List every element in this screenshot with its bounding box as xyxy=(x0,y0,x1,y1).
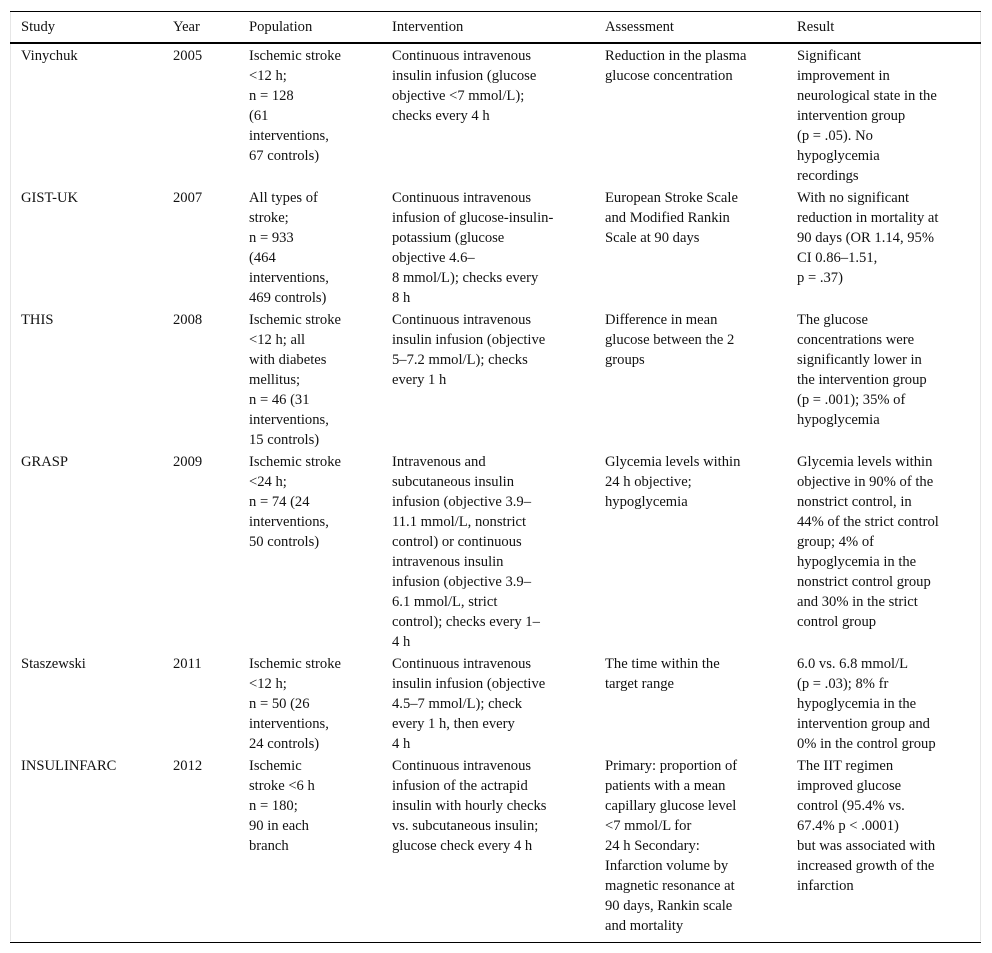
table-row xyxy=(10,308,981,450)
cell-assessment: Difference in mean glucose between the 2 groups xyxy=(605,312,735,368)
cell-result: With no significant reduction in mortality at 90 days (OR 1.14, 95% CI 0.86–1.51, p = .37) xyxy=(797,190,939,286)
cell-population: Ischemic stroke <12 h; n = 50 (26 interventions, 24 controls) xyxy=(249,656,341,752)
header-intervention: Intervention xyxy=(392,19,464,35)
cell-study: GRASP xyxy=(21,454,69,470)
cell-study: Vinychuk xyxy=(21,48,78,64)
cell-intervention: Continuous intravenous infusion of glucose-insulin- potassium (glucose objective 4.6– 8 mmol/L); checks every 8 h xyxy=(392,190,554,306)
cell-result: The glucose concentrations were significantly lower in the intervention group (p = .001); 35% of hypoglycemia xyxy=(797,312,927,428)
cell-year: 2011 xyxy=(173,656,202,672)
cell-year: 2009 xyxy=(173,454,203,470)
cell-intervention: Intravenous and subcutaneous insulin infusion (objective 3.9– 11.1 mmol/L, nonstrict control) or continuous intravenous insulin infusion (objective 3.9– 6.1 mmol/L, strict control); checks every 1– 4 h xyxy=(392,454,540,650)
cell-study: Staszewski xyxy=(21,656,86,672)
studies-table xyxy=(10,11,981,943)
table-row xyxy=(10,754,981,943)
cell-year: 2007 xyxy=(173,190,203,206)
table-row xyxy=(10,652,981,754)
cell-intervention: Continuous intravenous insulin infusion (glucose objective <7 mmol/L); checks every 4 h xyxy=(392,48,537,124)
table-row xyxy=(10,43,981,186)
cell-study: GIST-UK xyxy=(21,190,79,206)
cell-assessment: The time within the target range xyxy=(605,656,720,692)
cell-population: Ischemic stroke <12 h; all with diabetes mellitus; n = 46 (31 interventions, 15 controls) xyxy=(249,312,341,448)
cell-population: Ischemic stroke <24 h; n = 74 (24 interventions, 50 controls) xyxy=(249,454,341,550)
cell-year: 2012 xyxy=(173,758,203,774)
cell-assessment: European Stroke Scale and Modified Rankin Scale at 90 days xyxy=(605,190,738,246)
cell-population: Ischemic stroke <12 h; n = 128 (61 interventions, 67 controls) xyxy=(249,48,341,164)
table-header-row xyxy=(10,12,981,44)
cell-result: Significant improvement in neurological state in the intervention group (p = .05). No hypoglycemia recordings xyxy=(797,48,937,184)
header-population: Population xyxy=(249,19,313,35)
header-assessment: Assessment xyxy=(605,19,674,35)
cell-study: THIS xyxy=(21,312,54,328)
cell-result: 6.0 vs. 6.8 mmol/L (p = .03); 8% fr hypoglycemia in the intervention group and 0% in the control group xyxy=(797,656,936,752)
cell-assessment: Glycemia levels within 24 h objective; hypoglycemia xyxy=(605,454,741,510)
cell-intervention: Continuous intravenous infusion of the actrapid insulin with hourly checks vs. subcutaneous insulin; glucose check every 4 h xyxy=(392,758,547,854)
cell-intervention: Continuous intravenous insulin infusion (objective 5–7.2 mmol/L); checks every 1 h xyxy=(392,312,546,388)
cell-year: 2008 xyxy=(173,312,203,328)
header-result: Result xyxy=(797,19,835,35)
cell-assessment: Primary: proportion of patients with a mean capillary glucose level <7 mmol/L for 24 h Secondary: Infarction volume by magnetic resonance at 90 days, Rankin scale and mortality xyxy=(605,758,738,934)
cell-population: Ischemic stroke <6 h n = 180; 90 in each branch xyxy=(249,758,315,854)
cell-population: All types of stroke; n = 933 (464 interventions, 469 controls) xyxy=(249,190,329,306)
table-row xyxy=(10,450,981,652)
cell-result: Glycemia levels within objective in 90% of the nonstrict control, in 44% of the strict control group; 4% of hypoglycemia in the nonstrict control group and 30% in the strict control group xyxy=(797,454,939,630)
cell-intervention: Continuous intravenous insulin infusion (objective 4.5–7 mmol/L); check every 1 h, then every 4 h xyxy=(392,656,546,752)
cell-year: 2005 xyxy=(173,48,203,64)
header-study: Study xyxy=(21,19,56,35)
table-row xyxy=(10,186,981,308)
cell-result: The IIT regimen improved glucose control (95.4% vs. 67.4% p < .0001) but was associated with increased growth of the infarction xyxy=(797,758,936,894)
header-year: Year xyxy=(173,19,200,35)
cell-assessment: Reduction in the plasma glucose concentration xyxy=(605,48,747,84)
cell-study: INSULINFARC xyxy=(21,758,117,774)
